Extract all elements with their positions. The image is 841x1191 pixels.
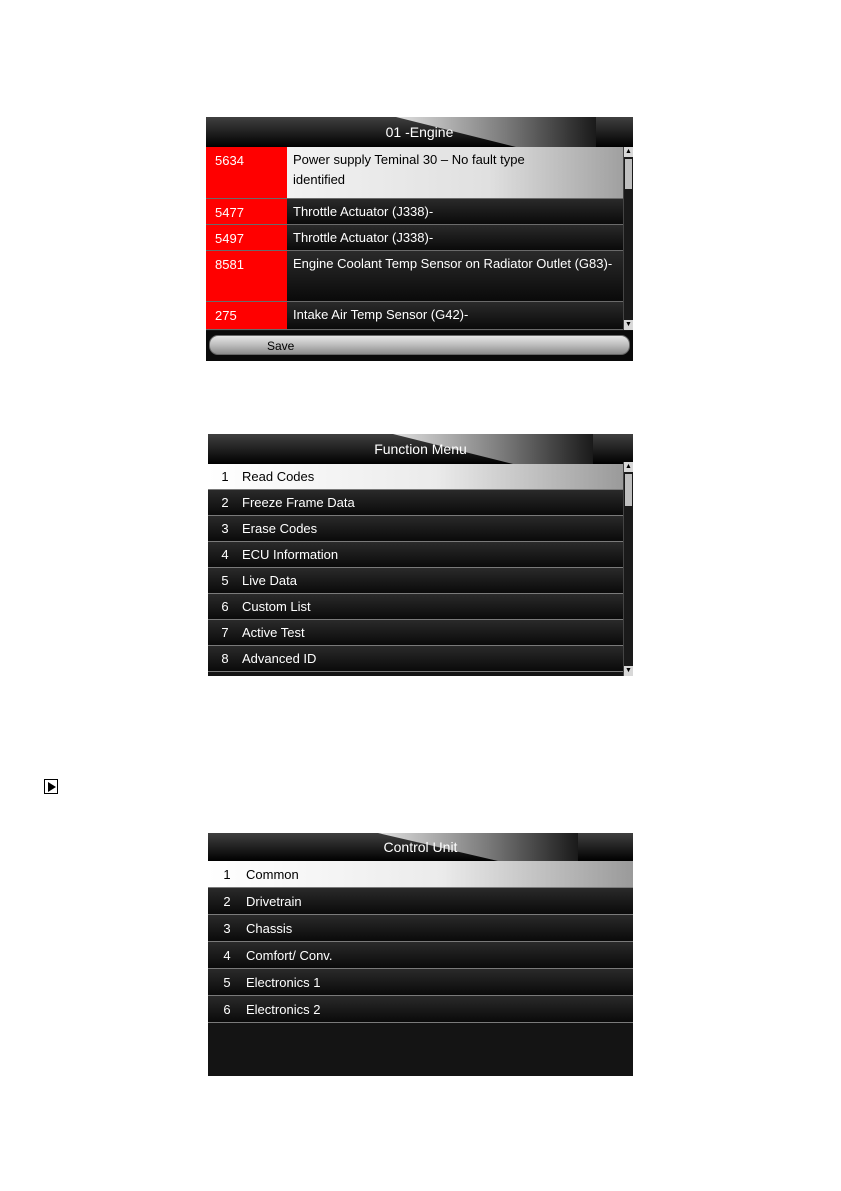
title-bar [208, 434, 633, 464]
menu-item-label: Active Test [242, 625, 305, 640]
menu-item-number: 2 [221, 495, 229, 510]
dtc-code: 275 [206, 302, 287, 329]
dtc-row[interactable] [206, 147, 623, 199]
menu-item-number: 6 [223, 1001, 231, 1017]
scrollbar-thumb[interactable] [625, 159, 632, 189]
dtc-row[interactable] [206, 199, 623, 225]
title-bar [208, 833, 633, 861]
menu-item-drivetrain[interactable] [208, 888, 633, 915]
menu-item-custom-list[interactable] [208, 594, 623, 620]
function-menu-list [208, 464, 623, 672]
arrow-down-icon[interactable]: ▼ [625, 667, 632, 674]
dtc-row[interactable] [206, 251, 623, 302]
scrollbar-thumb[interactable] [625, 474, 632, 506]
dtc-row[interactable] [206, 302, 623, 330]
menu-item-label: Common [246, 866, 299, 882]
dtc-description-line1: Throttle Actuator (J338)- [293, 204, 434, 219]
dtc-code: 5634 [206, 147, 287, 198]
menu-item-label: Chassis [246, 920, 293, 936]
menu-item-electronics-2[interactable] [208, 996, 633, 1023]
dtc-description [287, 147, 623, 198]
play-triangle-icon [44, 779, 58, 794]
menu-item-active-test[interactable] [208, 620, 623, 646]
menu-item-number: 1 [223, 866, 231, 882]
arrow-up-icon[interactable]: ▲ [625, 148, 632, 155]
menu-item-common[interactable] [208, 861, 633, 888]
menu-item-number: 2 [223, 893, 231, 909]
menu-item-ecu-information[interactable] [208, 542, 623, 568]
dtc-description-line2: identified [293, 172, 346, 187]
dtc-description-line1: Throttle Actuator (J338)- [293, 230, 434, 245]
dtc-row[interactable] [206, 225, 623, 251]
menu-item-label: Custom List [242, 599, 311, 614]
menu-item-chassis[interactable] [208, 915, 633, 942]
menu-item-label: Erase Codes [242, 521, 318, 536]
menu-item-number: 5 [223, 974, 231, 990]
dtc-description [287, 199, 623, 224]
menu-item-number: 4 [223, 947, 231, 963]
dtc-code: 8581 [206, 251, 287, 301]
menu-item-number: 8 [221, 651, 229, 666]
menu-item-label: ECU Information [242, 547, 339, 562]
menu-item-label: Comfort/ Conv. [246, 947, 333, 963]
menu-item-number: 3 [223, 920, 231, 936]
menu-item-number: 6 [221, 599, 229, 614]
menu-item-number: 1 [221, 469, 229, 484]
arrow-up-icon[interactable]: ▲ [625, 463, 632, 470]
dtc-description-line1: Intake Air Temp Sensor (G42)- [293, 307, 469, 322]
menu-item-read-codes[interactable] [208, 464, 623, 490]
menu-item-label: Electronics 1 [246, 974, 321, 990]
menu-item-number: 4 [221, 547, 229, 562]
engine-codes-screen [206, 117, 633, 361]
menu-item-advanced-id[interactable] [208, 646, 623, 672]
menu-item-live-data[interactable] [208, 568, 623, 594]
menu-item-label: Advanced ID [242, 651, 317, 666]
menu-item-number: 3 [221, 521, 229, 536]
menu-item-label: Read Codes [242, 469, 315, 484]
menu-item-label: Freeze Frame Data [242, 495, 355, 510]
control-unit-screen [208, 833, 633, 1076]
title-bar [206, 117, 633, 147]
screen-title: 01 -Engine [385, 124, 454, 140]
menu-item-electronics-1[interactable] [208, 969, 633, 996]
dtc-list [206, 147, 623, 361]
screen-title: Function Menu [374, 441, 467, 457]
arrow-down-icon[interactable]: ▼ [625, 321, 632, 328]
dtc-description [287, 225, 623, 250]
control-unit-list [208, 861, 633, 1023]
dtc-description-line1: Power supply Teminal 30 – No fault type [293, 152, 525, 167]
save-button[interactable]: Save [209, 335, 630, 355]
menu-item-number: 7 [221, 625, 229, 640]
menu-item-label: Electronics 2 [246, 1001, 321, 1017]
dtc-description [287, 302, 623, 329]
screen-title: Control Unit [383, 839, 458, 855]
dtc-code: 5497 [206, 225, 287, 250]
menu-item-label: Drivetrain [246, 893, 302, 909]
menu-item-freeze-frame-data[interactable] [208, 490, 623, 516]
scrollbar[interactable] [623, 147, 633, 330]
scrollbar[interactable] [623, 462, 633, 676]
menu-item-number: 5 [221, 573, 229, 588]
function-menu-screen [208, 434, 633, 676]
dtc-description [287, 251, 623, 301]
dtc-code: 5477 [206, 199, 287, 224]
bottom-bar [206, 331, 633, 361]
menu-item-comfort-conv[interactable] [208, 942, 633, 969]
menu-item-erase-codes[interactable] [208, 516, 623, 542]
menu-item-label: Live Data [242, 573, 297, 588]
dtc-description-line1: Engine Coolant Temp Sensor on Radiator Outlet (G83)- [293, 256, 613, 271]
